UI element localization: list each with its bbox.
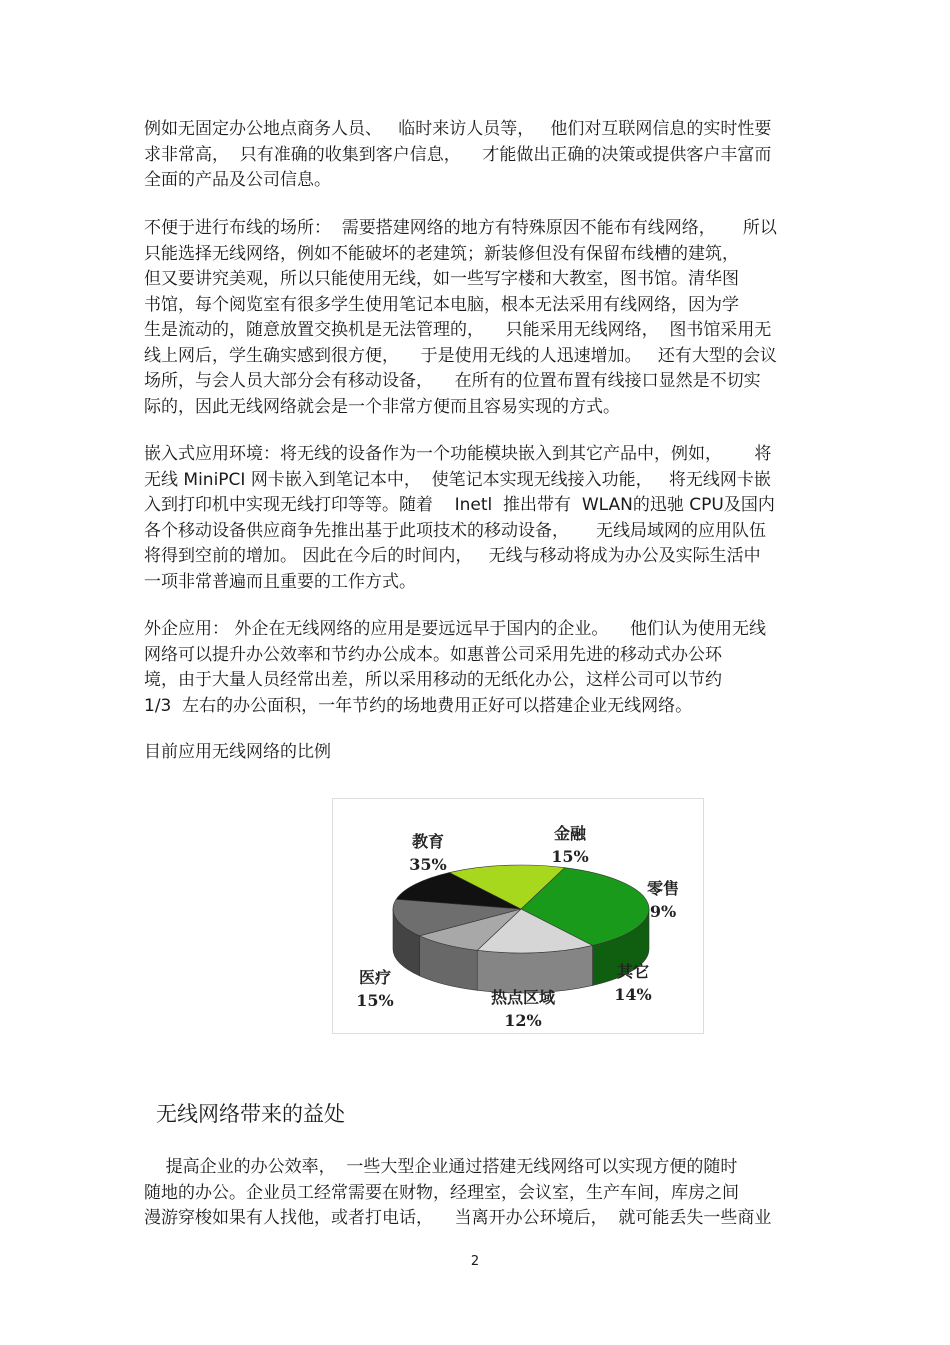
pie-label-category: 金融 bbox=[553, 824, 587, 843]
text-line: 全面的产品及公司信息。 bbox=[144, 170, 331, 190]
pie-label-category: 教育 bbox=[411, 832, 445, 851]
text-line: 但又要讲究美观，所以只能使用无线，如一些写字楼和大教室，图书馆。清华图 bbox=[144, 269, 739, 289]
section-heading: 无线网络带来的益处 bbox=[156, 1102, 345, 1126]
paragraph-hard-to-wire bbox=[144, 216, 809, 420]
text-line: 外企应用： 外企在无线网络的应用是要远远早于国内的企业。 他们认为使用无线 bbox=[144, 619, 767, 639]
text-line: 只能选择无线网络，例如不能破坏的老建筑；新装修但没有保留布线槽的建筑， bbox=[144, 243, 739, 264]
pie-label-percent: 35% bbox=[409, 855, 447, 874]
text-line: 一项非常普遍而且重要的工作方式。 bbox=[144, 571, 416, 592]
text-line: 嵌入式应用环境：将无线的设备作为一个功能模块嵌入到其它产品中，例如， 将 bbox=[144, 444, 772, 464]
text-line: 提高企业的办公效率， 一些大型企业通过搭建无线网络可以实现方便的随时 bbox=[144, 1157, 738, 1177]
pie-label-category: 其它 bbox=[616, 962, 650, 981]
text-line: 漫游穿梭如果有人找他，或者打电话， 当离开办公环境后， 就可能丢失一些商业 bbox=[144, 1208, 772, 1228]
paragraph-mobile-users bbox=[144, 117, 809, 194]
pie-label-category: 热点区域 bbox=[490, 988, 556, 1007]
pie-label-category: 医疗 bbox=[358, 968, 392, 987]
text-line: 际的，因此无线网络就会是一个非常方便而且容易实现的方式。 bbox=[144, 396, 620, 417]
text-line: 无线 MiniPCI 网卡嵌入到笔记本中， 使笔记本实现无线接入功能， 将无线网卡嵌 bbox=[144, 469, 771, 490]
text-line: 1/3 左右的办公面积，一年节约的场地费用正好可以搭建企业无线网络。 bbox=[144, 695, 693, 716]
text-line: 书馆，每个阅览室有很多学生使用笔记本电脑，根本无法采用有线网络，因为学 bbox=[144, 294, 739, 315]
pie-chart bbox=[332, 798, 704, 1034]
paragraph-efficiency bbox=[144, 1155, 809, 1232]
pie-label-percent: 15% bbox=[356, 991, 394, 1010]
text-line: 线上网后，学生确实感到很方便， 于是使用无线的人迅速增加。 还有大型的会议 bbox=[144, 345, 777, 366]
pie-label-percent: 12% bbox=[504, 1011, 542, 1030]
pie-label-percent: 9% bbox=[649, 902, 677, 921]
text-line: 境，由于大量人员经常出差，所以采用移动的无纸化办公，这样公司可以节约 bbox=[144, 670, 722, 690]
pie-label-percent: 14% bbox=[614, 985, 652, 1004]
chart-caption: 目前应用无线网络的比例 bbox=[144, 742, 331, 762]
pie-label-percent: 15% bbox=[551, 847, 589, 866]
text-line: 求非常高， 只有准确的收集到客户信息， 才能做出正确的决策或提供客户丰富而 bbox=[144, 144, 772, 165]
text-line: 将得到空前的增加。 因此在今后的时间内， 无线与移动将成为办公及实际生活中 bbox=[144, 546, 761, 566]
text-line: 各个移动设备供应商争先推出基于此项技术的移动设备， 无线局域网的应用队伍 bbox=[144, 520, 767, 541]
paragraph-embedded bbox=[144, 442, 809, 595]
text-line: 网络可以提升办公效率和节约办公成本。如惠普公司采用先进的移动式办公环 bbox=[144, 644, 722, 665]
pie-chart-svg bbox=[333, 799, 703, 1033]
text-line: 例如无固定办公地点商务人员、 临时来访人员等， 他们对互联网信息的实时性要 bbox=[144, 119, 772, 139]
text-line: 场所，与会人员大部分会有移动设备， 在所有的位置布置有线接口显然是不切实 bbox=[144, 371, 761, 391]
pie-label-category: 零售 bbox=[646, 879, 680, 898]
text-line: 不便于进行布线的场所： 需要搭建网络的地方有特殊原因不能布有线网络， 所以 bbox=[144, 218, 777, 238]
page-number: 2 bbox=[470, 1254, 480, 1269]
text-line: 生是流动的，随意放置交换机是无法管理的， 只能采用无线网络， 图书馆采用无 bbox=[144, 320, 772, 340]
paragraph-foreign-enterprises bbox=[144, 617, 809, 719]
text-line: 随地的办公。企业员工经常需要在财物，经理室，会议室，生产车间，库房之间 bbox=[144, 1182, 739, 1203]
text-line: 入到打印机中实现无线打印等等。随着 Inetl 推出带有 WLAN的迅驰 CPU及国内 bbox=[144, 495, 775, 515]
